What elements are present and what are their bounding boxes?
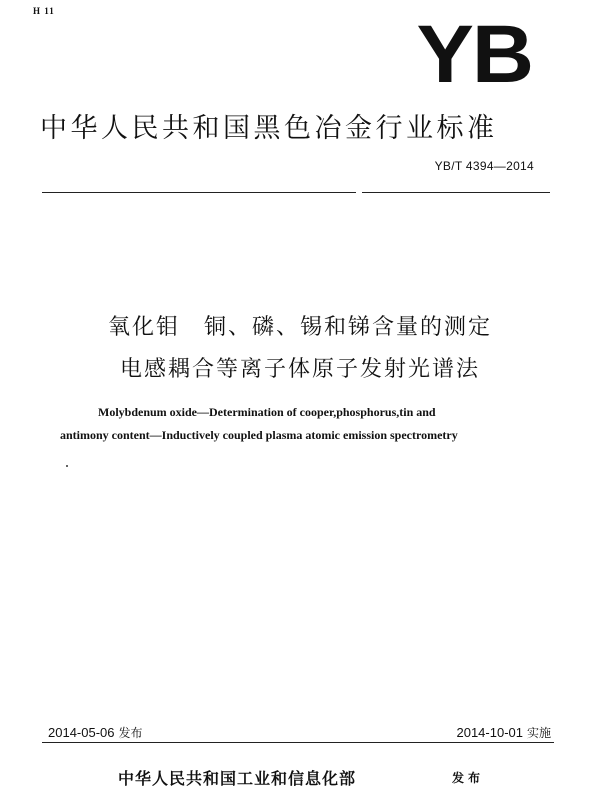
- issuer-title: 中华人民共和国黑色冶金行业标准: [40, 113, 498, 144]
- english-title-line-2: antimony content—Inductively coupled plasma atomic emission spectrometry: [60, 428, 458, 442]
- implementation-date: [456, 724, 551, 741]
- issue-date: [48, 724, 143, 741]
- chinese-title-line-2: 电感耦合等离子体原子发射光谱法: [119, 357, 480, 382]
- standard-number: YB/T 4394—2014: [434, 159, 534, 173]
- chinese-title-line-1: 氧化钼 铜、磷、锡和锑含量的测定: [107, 315, 492, 340]
- footer-divider: [42, 742, 554, 743]
- header-divider-right: [362, 192, 550, 193]
- yb-logo: YB: [416, 9, 532, 100]
- header-divider-left: [42, 192, 356, 193]
- scan-dot: [66, 465, 68, 467]
- implementation-date-label: 实施: [526, 726, 551, 740]
- implementation-date-value: 2014-10-01: [456, 725, 523, 740]
- issue-date-label: 发布: [118, 726, 143, 740]
- publisher: 中华人民共和国工业和信息化部: [118, 769, 357, 788]
- ics-code: H 11: [33, 6, 55, 16]
- publish-label: 发布: [452, 771, 485, 785]
- issue-date-value: 2014-05-06: [48, 725, 115, 740]
- english-title-line-1: Molybdenum oxide—Determination of cooper,phosphorus,tin and: [98, 405, 436, 419]
